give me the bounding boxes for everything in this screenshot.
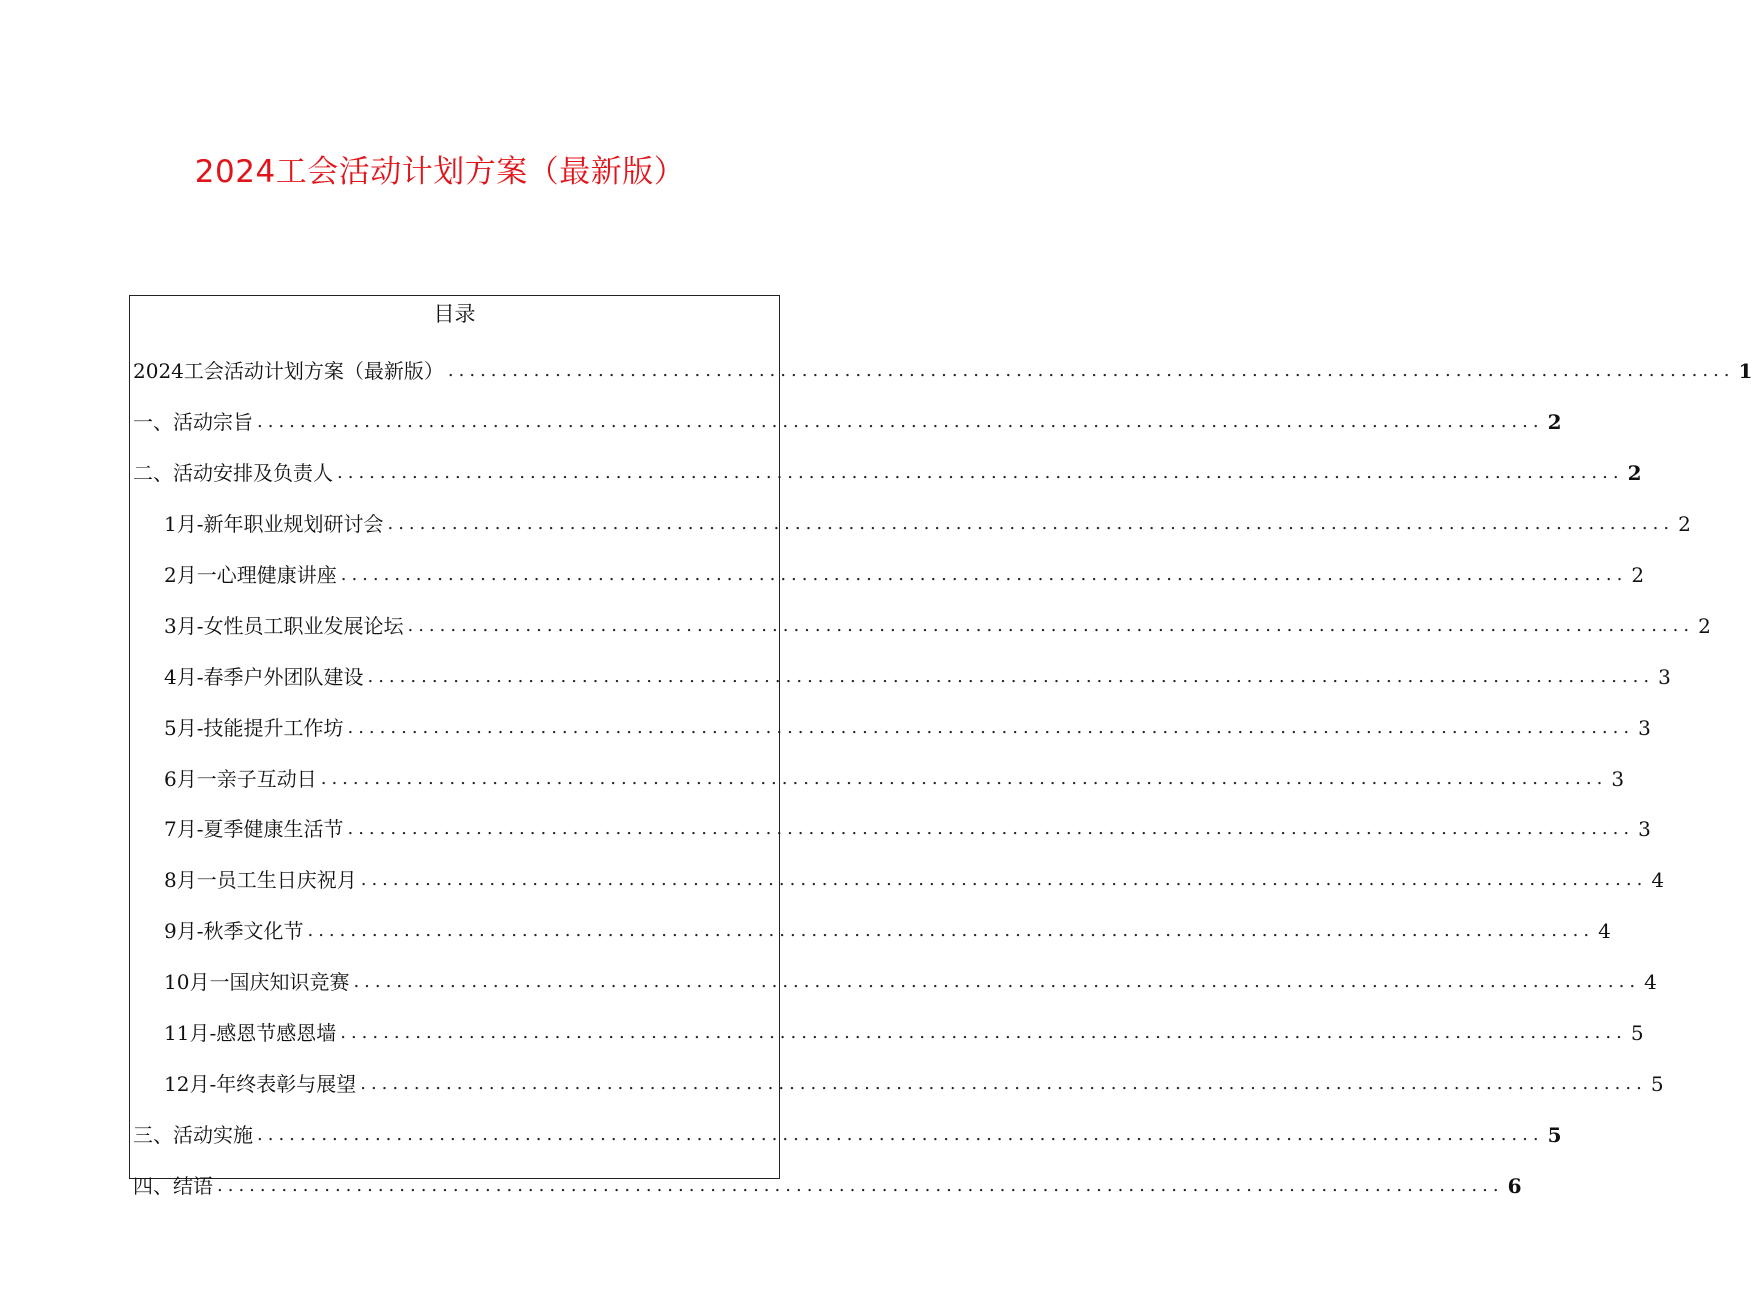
toc-entry[interactable] (130, 1109, 1562, 1160)
toc-list (130, 346, 1752, 1211)
toc-entry-page: 6 (1507, 1173, 1522, 1198)
toc-entry-page: 3 (1638, 817, 1651, 842)
toc-dot-leader: ........................................................................................................................ (257, 1123, 1544, 1145)
toc-dot-leader: ........................................................................................................................ (367, 665, 1655, 687)
toc-entry[interactable] (130, 499, 1691, 550)
document-title: 2024工会活动计划方案（最新版） (194, 154, 686, 190)
toc-entry[interactable] (130, 906, 1611, 957)
toc-entry[interactable] (130, 550, 1645, 601)
toc-entry-label: 一、活动宗旨 (133, 410, 253, 435)
toc-entry-label: 4月-春季户外团队建设 (164, 664, 364, 689)
toc-entry-label: 9月-秋季文化节 (164, 919, 304, 944)
toc-entry[interactable] (130, 702, 1651, 753)
toc-entry[interactable] (130, 1058, 1664, 1109)
toc-entry-label: 四、结语 (133, 1173, 213, 1198)
toc-dot-leader: ........................................................................................................................ (340, 1022, 1627, 1044)
toc-entry-page: 2 (1627, 461, 1642, 486)
toc-entry-label: 7月-夏季健康生活节 (164, 817, 344, 842)
toc-dot-leader: ........................................................................................................................ (407, 614, 1695, 636)
toc-entry-page: 5 (1547, 1122, 1562, 1147)
toc-entry-label: 12月-年终表彰与展望 (164, 1071, 357, 1096)
toc-dot-leader: ........................................................................................................................ (217, 1174, 1504, 1196)
toc-entry[interactable] (130, 397, 1562, 448)
toc-dot-leader: ........................................................................................................................ (360, 869, 1648, 891)
toc-entry-page: 5 (1630, 1021, 1644, 1046)
toc-dot-leader: ........................................................................................................................ (307, 920, 1595, 942)
toc-entry-page: 4 (1598, 919, 1611, 944)
toc-entry[interactable] (130, 600, 1711, 651)
toc-entry-page: 2 (1678, 512, 1691, 537)
toc-entry-label: 2月一心理健康讲座 (164, 563, 337, 587)
toc-entry-label: 6月一亲子互动日 (164, 766, 317, 791)
toc-entry[interactable] (130, 957, 1657, 1008)
toc-entry-label: 11月-感恩节感恩墙 (164, 1021, 337, 1046)
toc-entry[interactable] (130, 1160, 1522, 1211)
toc-entry-label: 二、活动安排及负责人 (133, 461, 333, 486)
toc-dot-leader: ........................................................................................................................ (360, 1072, 1647, 1094)
toc-entry-page: 4 (1644, 970, 1657, 995)
toc-entry[interactable] (130, 1008, 1644, 1059)
toc-entry-label: 10月一国庆知识竞赛 (164, 970, 350, 995)
toc-dot-leader: ........................................................................................................................ (353, 971, 1641, 993)
toc-entry-page: 2 (1631, 563, 1645, 587)
toc-entry-page: 3 (1658, 664, 1671, 689)
toc-dot-leader: ........................................................................................................................ (337, 462, 1624, 484)
toc-entry[interactable] (130, 753, 1625, 804)
toc-entry[interactable] (130, 448, 1642, 499)
toc-entry-label: 8月一员工生日庆祝月 (164, 868, 357, 893)
toc-entry-page: 5 (1650, 1071, 1664, 1096)
toc-entry[interactable] (130, 346, 1752, 397)
toc-dot-leader: ........................................................................................................................ (347, 716, 1635, 738)
toc-entry-page: 4 (1651, 868, 1665, 893)
toc-dot-leader: ........................................................................................................................ (387, 513, 1675, 535)
toc-heading: 目录 (433, 302, 476, 326)
toc-entry[interactable] (130, 651, 1671, 702)
toc-entry-page: 3 (1611, 766, 1625, 791)
toc-entry-page: 2 (1698, 613, 1711, 638)
toc-dot-leader: ........................................................................................................................ (320, 767, 1608, 789)
toc-dot-leader: ........................................................................................................................ (447, 360, 1735, 382)
toc-entry-label: 3月-女性员工职业发展论坛 (164, 613, 404, 638)
toc-dot-leader: ........................................................................................................................ (347, 818, 1635, 840)
toc-entry-page: 2 (1547, 410, 1562, 435)
toc-entry-label: 三、活动实施 (133, 1122, 253, 1147)
toc-dot-leader: ........................................................................................................................ (257, 411, 1544, 433)
table-of-contents (129, 295, 1752, 1198)
toc-entry-page: 1 (1738, 359, 1752, 384)
toc-dot-leader: ........................................................................................................................ (340, 564, 1628, 585)
toc-entry-page: 3 (1638, 715, 1651, 740)
toc-entry-label: 2024工会活动计划方案（最新版） (133, 359, 444, 384)
toc-entry-label: 5月-技能提升工作坊 (164, 715, 344, 740)
toc-entry[interactable] (130, 855, 1665, 906)
toc-entry[interactable] (130, 804, 1651, 855)
toc-entry-label: 1月-新年职业规划研讨会 (164, 512, 384, 537)
